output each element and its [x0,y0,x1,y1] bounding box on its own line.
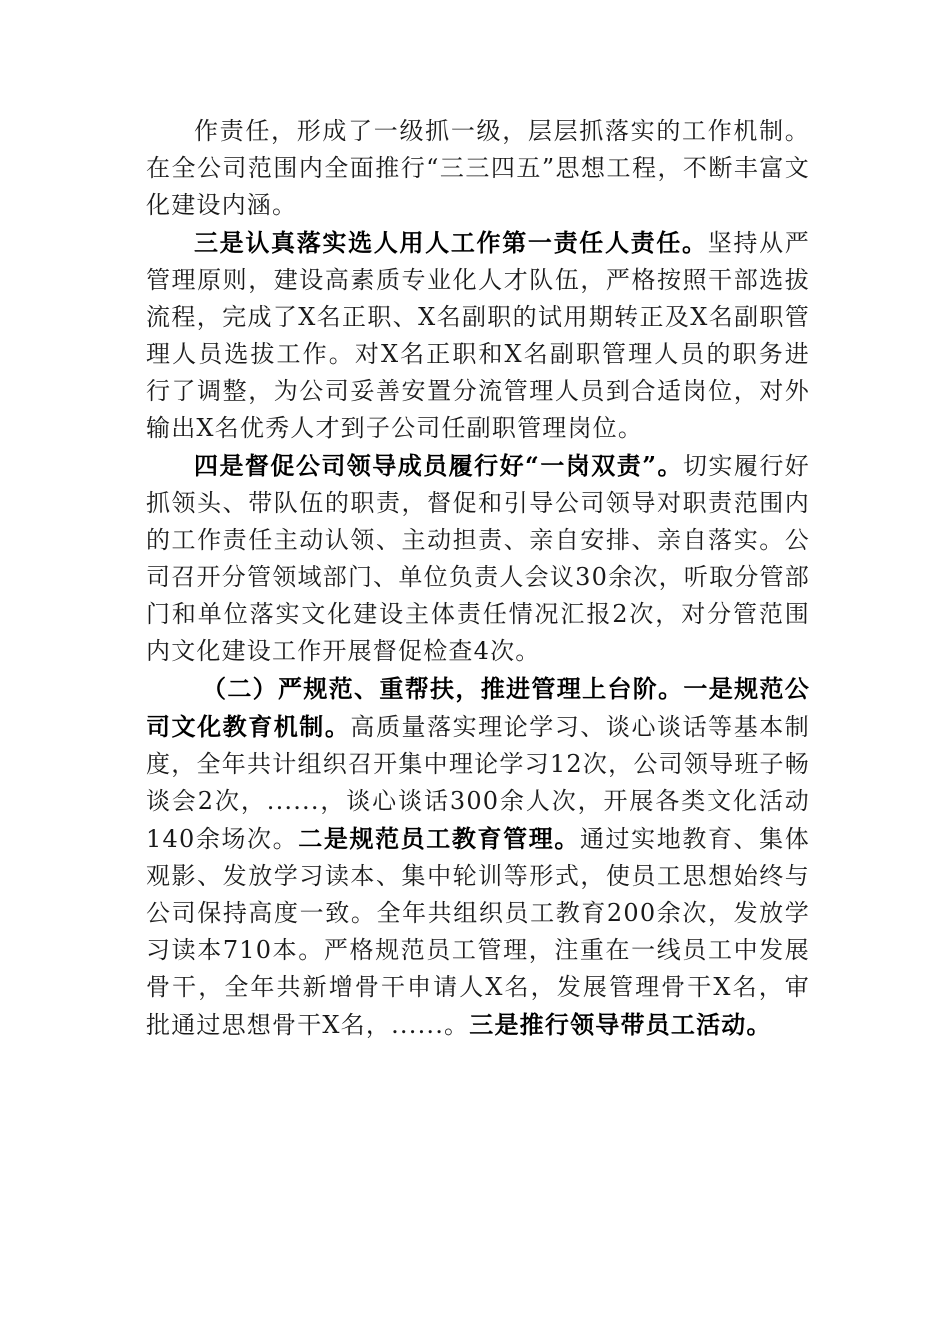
paragraph-dual-responsibility [146,447,810,670]
paragraph-personnel-selection [146,224,810,447]
document-body [146,113,810,1044]
paragraph-text: 通过实地教育、集体观影、发放学习读本、集中轮训等形式，使员工思想始终与公司保持高度一致。全年共组织员工教育200余次，发放学习读本710本。严格规范员工管理，注重在一线员工中发展骨干，全年共新增骨干申请人X名，发展管理骨干X名，审批通过思想骨干X名，......。 [146,825,810,1039]
section-heading: （二）严规范、重帮扶，推进管理上台阶。一是规范公司文化教育机制。 [146,674,810,741]
paragraph-text: 切实履行好抓领头、带队伍的职责，督促和引导公司领导对职责范围内的工作责任主动认领、主动担责、亲自安排、亲自落实。公司召开分管领域部门、单位负责人会议30余次，听取分管部门和单位落实文化建设主体责任情况汇报2次，对分管范围内文化建设工作开展督促检查4次。 [146,452,811,665]
paragraph-heading: 四是督促公司领导成员履行好“一岗双责”。 [194,451,683,480]
paragraph-work-mechanism [146,113,810,224]
paragraph-text: 坚持从严管理原则，建设高素质专业化人才队伍，严格按照干部选拔流程，完成了X名正职、X名副职的试用期转正及X名副职管理人员选拔工作。对X名正职和X名副职管理人员的职务进行了调整，为公司妥善安置分流管理人员到合适岗位，对外输出X名优秀人才到子公司任副职管理岗位。 [146,229,810,442]
subsection-heading: 二是规范员工教育管理。 [298,824,580,853]
paragraph-heading: 三是认真落实选人用人工作第一责任人责任。 [194,228,708,257]
paragraph-text: 高质量落实理论学习、谈心谈话等基本制度，全年共计组织召开集中理论学习12次，公司领导班子畅谈会2次，......，谈心谈话300余人次，开展各类文化活动140余场次。 [146,713,810,853]
paragraph-management-standards [146,670,810,1044]
paragraph-text: 作责任，形成了一级抓一级，层层抓落实的工作机制。在全公司范围内全面推行“三三四五”思想工程，不断丰富文化建设内涵。 [146,117,810,219]
subsection-heading: 三是推行领导带员工活动。 [469,1010,772,1039]
